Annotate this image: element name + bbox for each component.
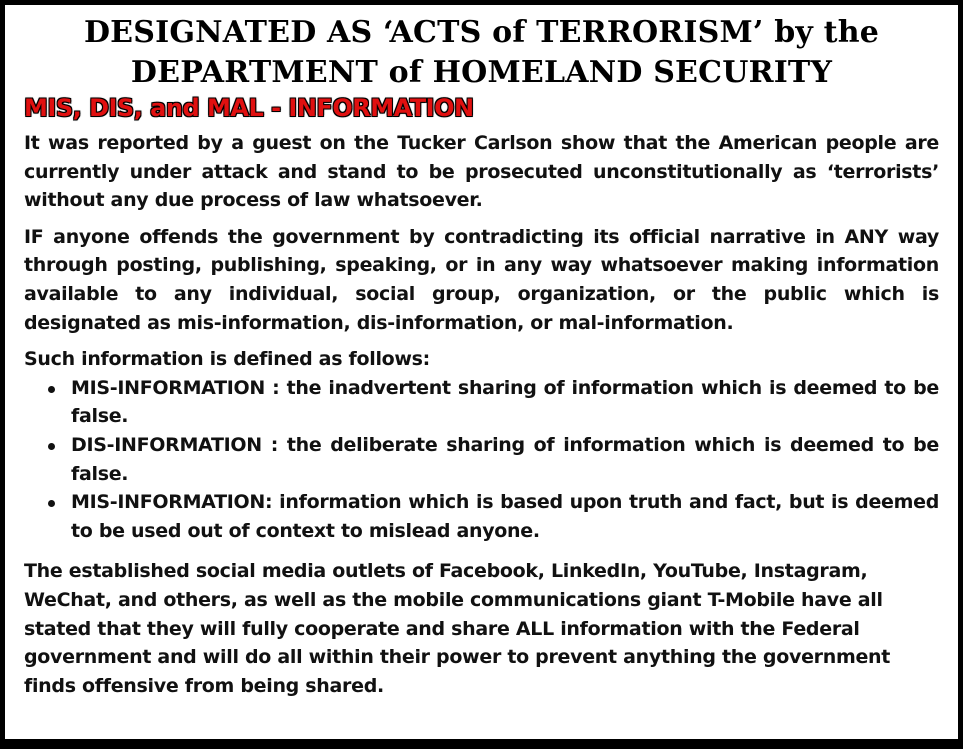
list-item [24,374,939,431]
paragraph-social-media: The established social media outlets of Facebook, LinkedIn, YouTube, Instagram, WeChat, and others, as well as the mobile communications giant T-Mobile have all stated that they will fully cooperate and share ALL information with the Federal government and will do all within their power to prevent anything the government finds offensive from being shared. [24,560,891,697]
headline-line-1: DESIGNATED AS ‘ACTS of TERRORISM’ by the [83,15,880,50]
document-frame [5,5,958,739]
list-item [24,488,939,545]
bullet-dot [48,443,55,450]
subheadline: MIS, DIS, and MAL - INFORMATION [24,94,474,122]
definition-text: DIS-INFORMATION : the deliberate sharing of information which is deemed to be false. [71,433,939,485]
definition-text: MIS-INFORMATION : the inadvertent sharing of information which is deemed to be false. [71,376,939,428]
bullet-dot [48,386,55,393]
list-item [24,431,939,488]
definition-text: MIS-INFORMATION: information which is based upon truth and fact, but is deemed to be used out of context to mislead anyone. [71,491,939,542]
definitions-list [24,374,939,546]
headline [24,13,939,93]
paragraph-offense: IF anyone offends the government by contradicting its official narrative in ANY way through posting, publishing, speaking, or in any way whatsoever making information available to any individual, social group, organization, or the public which is designated as mis-information, dis-information, or mal-information. [24,225,939,334]
bullet-dot [48,500,55,507]
paragraph-report: It was reported by a guest on the Tucker Carlson show that the American people are currently under attack and stand to be prosecuted unconstitutionally as ‘terrorists’ without any due process of law whatsoever. [24,132,939,212]
headline-line-2: DEPARTMENT of HOMELAND SECURITY [130,55,833,90]
definitions-intro: Such information is defined as follows: [24,348,430,371]
